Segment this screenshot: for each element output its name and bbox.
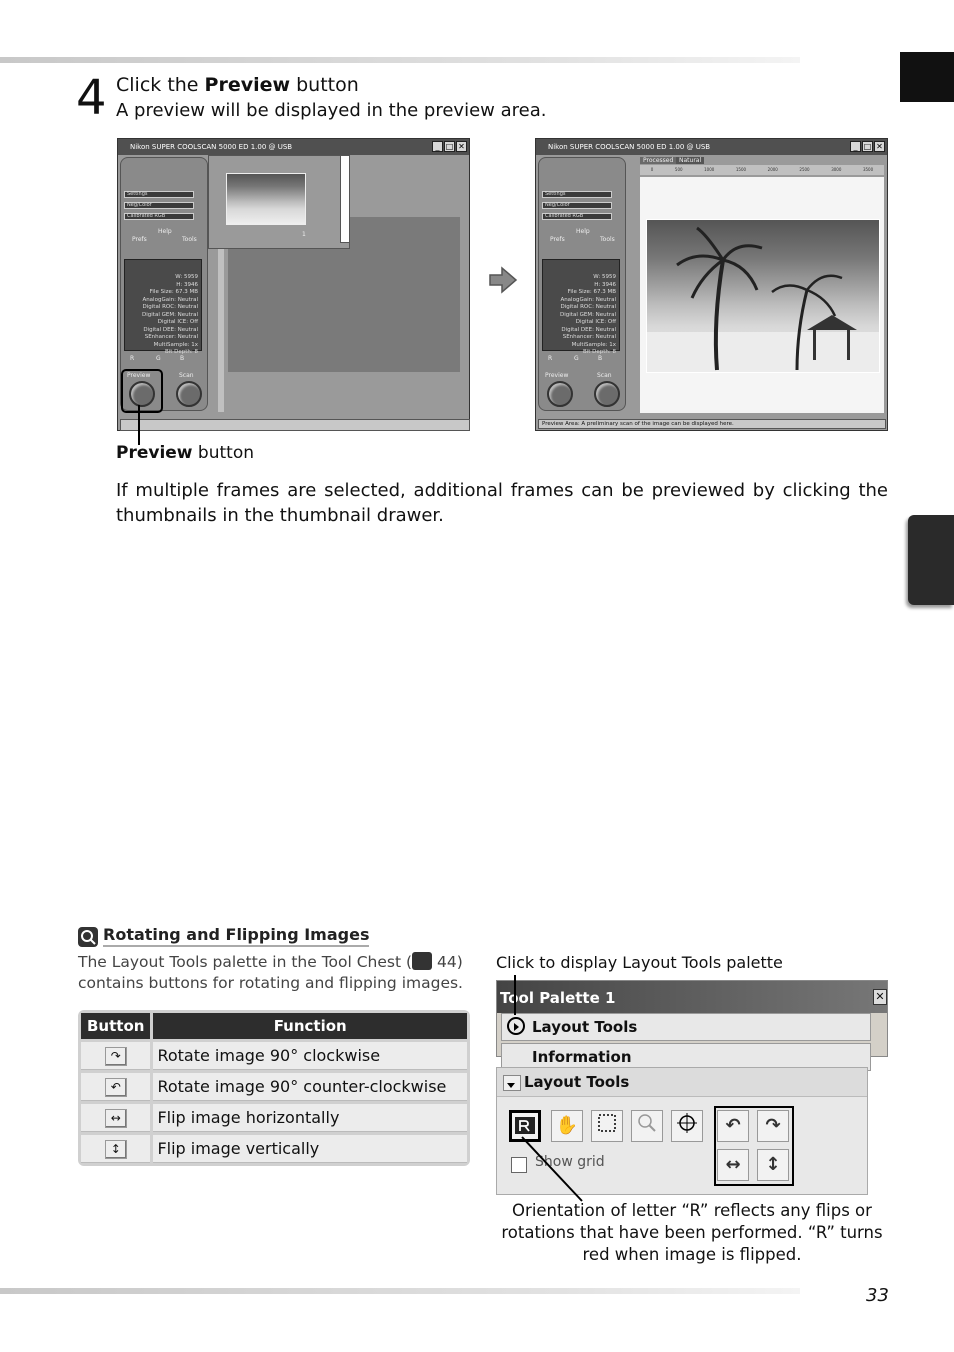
info-panel: W: 5959 H: 3946 File Size: 67.3 MB AnalogGain: Neutral Digital ROC: Neutral Digital GEM: Neutral Digital ICE: Off Digital DEE: Neutral SEnhancer: Neutral MultiSample: 1x Bit Depth: 8 bbox=[124, 259, 202, 351]
rotate-cw-icon[interactable]: ↷ bbox=[757, 1110, 789, 1142]
tab-natural[interactable]: Natural bbox=[676, 157, 704, 164]
minimize-button[interactable]: _ bbox=[850, 141, 861, 152]
help-label: Help bbox=[158, 228, 172, 235]
rgb-b-label: B bbox=[598, 355, 603, 362]
settings-dropdown[interactable]: Settings bbox=[542, 191, 612, 198]
drawer-scrollbar[interactable] bbox=[340, 155, 350, 243]
close-button[interactable]: ✕ bbox=[873, 989, 887, 1005]
rgb-r-label: R bbox=[548, 355, 553, 362]
body-paragraph: If multiple frames are selected, additional frames can be previewed by clicking the thumbnails in the thumbnail drawer. bbox=[116, 480, 888, 526]
info-panel: W: 5959 H: 3946 File Size: 67.3 MB AnalogGain: Neutral Digital ROC: Neutral Digital GEM: Neutral Digital ICE: Off Digital DEE: Neutral SEnhancer: Neutral MultiSample: 1x Bit Depth: 8 bbox=[542, 259, 620, 351]
layout-tools-header: Layout Tools bbox=[497, 1068, 867, 1097]
callout-line bbox=[512, 975, 518, 1015]
rotate-ccw-icon[interactable]: ↶ bbox=[717, 1110, 749, 1142]
preview-button-highlight bbox=[121, 369, 163, 413]
button-function-table bbox=[78, 1010, 470, 1166]
flip-vertical-icon[interactable]: ↕ bbox=[757, 1149, 789, 1181]
rotate-cw-icon: ↷ bbox=[105, 1047, 127, 1066]
table-cell-function: Flip image horizontally bbox=[153, 1104, 467, 1132]
table-row bbox=[81, 1042, 467, 1070]
crop-selection-icon[interactable] bbox=[591, 1110, 623, 1142]
status-bar bbox=[120, 419, 470, 431]
scan-label: Scan bbox=[597, 372, 612, 379]
row-information[interactable]: Information bbox=[501, 1043, 871, 1071]
status-bar: Preview Area: A preliminary scan of the image can be displayed here. bbox=[538, 419, 886, 429]
callout-line bbox=[136, 405, 142, 445]
help-label: Help bbox=[576, 228, 590, 235]
tools-label: Tools bbox=[600, 236, 615, 243]
table-row bbox=[81, 1073, 467, 1101]
table-cell-function: Rotate image 90° counter-clockwise bbox=[153, 1073, 467, 1101]
color-space-dropdown[interactable]: Calibrated RGB bbox=[124, 213, 194, 220]
row-layout-tools[interactable]: Layout Tools bbox=[501, 1013, 871, 1041]
note-text: The Layout Tools palette in the Tool Chest ( 44) contains buttons for rotating and flipping images. bbox=[78, 953, 463, 992]
crosshair-icon[interactable] bbox=[671, 1110, 703, 1142]
scan-window-before bbox=[117, 138, 470, 431]
table-header-function: Function bbox=[153, 1013, 467, 1039]
tools-label: Tools bbox=[182, 236, 197, 243]
top-rule bbox=[0, 57, 800, 63]
prefs-label: Prefs bbox=[132, 236, 147, 243]
preview-image bbox=[646, 219, 880, 373]
table-cell-function: Rotate image 90° clockwise bbox=[153, 1042, 467, 1070]
film-type-dropdown[interactable]: Neg/Color bbox=[124, 202, 194, 209]
collapse-triangle-icon[interactable] bbox=[503, 1075, 521, 1091]
preview-label: Preview bbox=[127, 372, 151, 379]
thumbnail-image[interactable] bbox=[226, 173, 306, 225]
note-title: Rotating and Flipping Images bbox=[103, 925, 369, 947]
film-type-dropdown[interactable]: Neg/Color bbox=[542, 202, 612, 209]
table-row bbox=[81, 1135, 467, 1163]
show-grid-label: Show grid bbox=[535, 1154, 605, 1170]
rgb-b-label: B bbox=[180, 355, 185, 362]
scan-button[interactable] bbox=[594, 381, 620, 407]
orientation-note: Orientation of letter “R” reflects any flips or rotations that have been performed. “R” turns red when image is flipped. bbox=[501, 1201, 883, 1264]
zoom-icon[interactable] bbox=[631, 1110, 663, 1142]
palm-trees-icon bbox=[647, 220, 879, 372]
maximize-button[interactable]: □ bbox=[445, 142, 454, 151]
settings-dropdown[interactable]: Settings bbox=[124, 191, 194, 198]
window-title: Nikon SUPER COOLSCAN 5000 ED 1.00 @ USB bbox=[118, 139, 469, 155]
page-reference-icon bbox=[412, 952, 432, 970]
arrow-right-icon bbox=[488, 266, 518, 294]
section-marker bbox=[900, 52, 954, 102]
minimize-button[interactable]: _ bbox=[432, 141, 443, 152]
hand-icon[interactable]: ✋ bbox=[551, 1110, 583, 1142]
palette-title: Tool Palette 1 bbox=[497, 981, 887, 1013]
close-button[interactable]: ✕ bbox=[456, 141, 467, 152]
flip-horizontal-icon: ↔ bbox=[105, 1109, 127, 1128]
flip-vertical-icon: ↕ bbox=[105, 1140, 127, 1159]
step-number: 4 bbox=[76, 70, 107, 126]
scan-window-after bbox=[535, 138, 888, 431]
tip-icon bbox=[78, 927, 98, 947]
table-row bbox=[81, 1104, 467, 1132]
callout-line bbox=[520, 1135, 590, 1205]
bottom-rule bbox=[0, 1288, 800, 1294]
close-button[interactable]: ✕ bbox=[874, 141, 885, 152]
preview-button[interactable] bbox=[547, 381, 573, 407]
rgb-r-label: R bbox=[130, 355, 135, 362]
maximize-button[interactable]: □ bbox=[863, 142, 872, 151]
expand-circle-icon[interactable] bbox=[507, 1017, 525, 1035]
table-cell-function: Flip image vertically bbox=[153, 1135, 467, 1163]
rgb-g-label: G bbox=[574, 355, 579, 362]
chapter-tab bbox=[908, 515, 954, 605]
color-space-dropdown[interactable]: Calibrated RGB bbox=[542, 213, 612, 220]
horizontal-ruler: 0 500 1000 1500 2000 2500 3000 3500 bbox=[640, 165, 884, 175]
rgb-g-label: G bbox=[156, 355, 161, 362]
tool-palette-window bbox=[496, 980, 888, 1066]
tab-processed[interactable]: Processed bbox=[640, 157, 676, 164]
table-header-button: Button bbox=[81, 1013, 150, 1039]
thumbnail-index: 1 bbox=[302, 231, 306, 238]
flip-horizontal-icon[interactable]: ↔ bbox=[717, 1149, 749, 1181]
window-title: Nikon SUPER COOLSCAN 5000 ED 1.00 @ USB bbox=[536, 139, 887, 155]
layout-tools-callout-label: Click to display Layout Tools palette bbox=[496, 953, 783, 972]
thumbnail-drawer bbox=[208, 155, 350, 249]
step-title: Click the Preview button bbox=[116, 74, 359, 96]
step-description: A preview will be displayed in the preview area. bbox=[116, 100, 547, 121]
scan-button[interactable] bbox=[176, 381, 202, 407]
rotate-ccw-icon: ↶ bbox=[105, 1078, 127, 1097]
preview-caption: Preview button bbox=[116, 443, 255, 463]
scan-label: Scan bbox=[179, 372, 194, 379]
prefs-label: Prefs bbox=[550, 236, 565, 243]
preview-label: Preview bbox=[545, 372, 569, 379]
page-number: 33 bbox=[866, 1285, 889, 1306]
